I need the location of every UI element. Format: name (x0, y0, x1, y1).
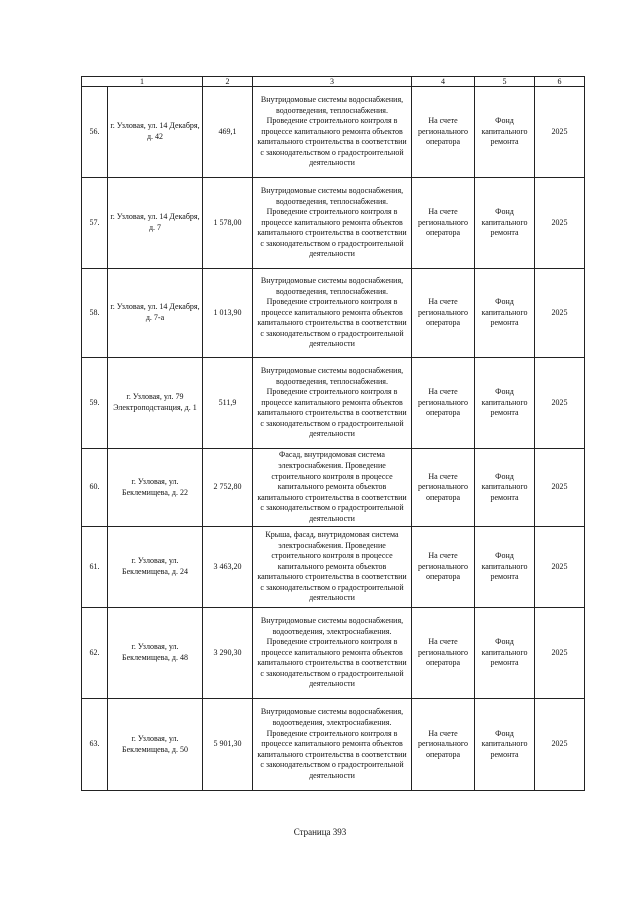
page-number: Страница 393 (293, 827, 347, 837)
row-number: 57. (82, 178, 108, 269)
source-cell: Фонд капитального ремонта (475, 358, 535, 449)
area-cell: 2 752,80 (203, 449, 253, 527)
source-cell: Фонд капитального ремонта (475, 527, 535, 608)
source-cell: Фонд капитального ремонта (475, 178, 535, 269)
year-cell: 2025 (535, 178, 585, 269)
works-cell: Внутридомовые системы водоснабжения, водоотведения, теплоснабжения. Проведение строительного контроля в процессе капитального ремонта объектов капитального строительства в соответствии с законодательством о градостроительной деятельности (253, 87, 412, 178)
area-cell: 3 463,20 (203, 527, 253, 608)
address-cell: г. Узловая, ул. Беклемищева, д. 48 (108, 608, 203, 699)
area-cell: 469,1 (203, 87, 253, 178)
area-cell: 3 290,30 (203, 608, 253, 699)
address-cell: г. Узловая, ул. Беклемищева, д. 22 (108, 449, 203, 527)
works-cell: Внутридомовые системы водоснабжения, водоотведения, электроснабжения. Проведение строительного контроля в процессе капитального ремонта объектов капитального строительства в соответствии с законодательством о градостроительной деятельности (253, 608, 412, 699)
works-cell: Внутридомовые системы водоснабжения, водоотведения, теплоснабжения. Проведение строительного контроля в процессе капитального ремонта объектов капитального строительства в соответствии с законодательством о градостроительной деятельности (253, 269, 412, 358)
source-cell: Фонд капитального ремонта (475, 269, 535, 358)
table-row (82, 527, 585, 608)
works-cell: Фасад, внутридомовая система электроснабжения. Проведение строительного контроля в процессе капитального ремонта объектов капитального строительства в соответствии с законодательством о градостроительной деятельности (253, 449, 412, 527)
table-row (82, 449, 585, 527)
method-cell: На счете регионального оператора (412, 527, 475, 608)
source-cell: Фонд капитального ремонта (475, 608, 535, 699)
source-cell: Фонд капитального ремонта (475, 699, 535, 791)
method-cell: На счете регионального оператора (412, 269, 475, 358)
column-number-2: 2 (203, 77, 253, 87)
row-number: 59. (82, 358, 108, 449)
year-cell: 2025 (535, 527, 585, 608)
year-cell: 2025 (535, 87, 585, 178)
table-row (82, 178, 585, 269)
works-cell: Внутридомовые системы водоснабжения, водоотведения, электроснабжения. Проведение строительного контроля в процессе капитального ремонта объектов капитального строительства в соответствии с законодательством о градостроительной деятельности (253, 699, 412, 791)
method-cell: На счете регионального оператора (412, 699, 475, 791)
table-row (82, 358, 585, 449)
address-cell: г. Узловая, ул. 14 Декабря, д. 42 (108, 87, 203, 178)
method-cell: На счете регионального оператора (412, 358, 475, 449)
row-number: 62. (82, 608, 108, 699)
table-row (82, 608, 585, 699)
works-cell: Крыша, фасад, внутридомовая система электроснабжения. Проведение строительного контроля в процессе капитального ремонта объектов капитального строительства в соответствии с законодательством о градостроительной деятельности (253, 527, 412, 608)
column-number-4: 4 (412, 77, 475, 87)
column-number-6: 6 (535, 77, 585, 87)
address-cell: г. Узловая, ул. 14 Декабря, д. 7 (108, 178, 203, 269)
column-number-5: 5 (475, 77, 535, 87)
works-cell: Внутридомовые системы водоснабжения, водоотведения, теплоснабжения. Проведение строительного контроля в процессе капитального ремонта объектов капитального строительства в соответствии с законодательством о градостроительной деятельности (253, 358, 412, 449)
year-cell: 2025 (535, 449, 585, 527)
column-number-3: 3 (253, 77, 412, 87)
source-cell: Фонд капитального ремонта (475, 449, 535, 527)
address-cell: г. Узловая, ул. 79 Электроподстанция, д. 1 (108, 358, 203, 449)
method-cell: На счете регионального оператора (412, 608, 475, 699)
works-cell: Внутридомовые системы водоснабжения, водоотведения, теплоснабжения. Проведение строительного контроля в процессе капитального ремонта объектов капитального строительства в соответствии с законодательством о градостроительной деятельности (253, 178, 412, 269)
area-cell: 511,9 (203, 358, 253, 449)
table-row (82, 269, 585, 358)
row-number: 56. (82, 87, 108, 178)
capital-repair-table (81, 76, 585, 791)
row-number: 63. (82, 699, 108, 791)
area-cell: 5 901,30 (203, 699, 253, 791)
year-cell: 2025 (535, 608, 585, 699)
column-number-1: 1 (82, 77, 203, 87)
method-cell: На счете регионального оператора (412, 87, 475, 178)
row-number: 58. (82, 269, 108, 358)
table-row (82, 699, 585, 791)
address-cell: г. Узловая, ул. Беклемищева, д. 24 (108, 527, 203, 608)
area-cell: 1 578,00 (203, 178, 253, 269)
year-cell: 2025 (535, 269, 585, 358)
method-cell: На счете регионального оператора (412, 178, 475, 269)
column-number-row (82, 77, 585, 87)
year-cell: 2025 (535, 358, 585, 449)
address-cell: г. Узловая, ул. 14 Декабря, д. 7-а (108, 269, 203, 358)
row-number: 60. (82, 449, 108, 527)
area-cell: 1 013,90 (203, 269, 253, 358)
table-row (82, 87, 585, 178)
year-cell: 2025 (535, 699, 585, 791)
method-cell: На счете регионального оператора (412, 449, 475, 527)
source-cell: Фонд капитального ремонта (475, 87, 535, 178)
row-number: 61. (82, 527, 108, 608)
address-cell: г. Узловая, ул. Беклемищева, д. 50 (108, 699, 203, 791)
